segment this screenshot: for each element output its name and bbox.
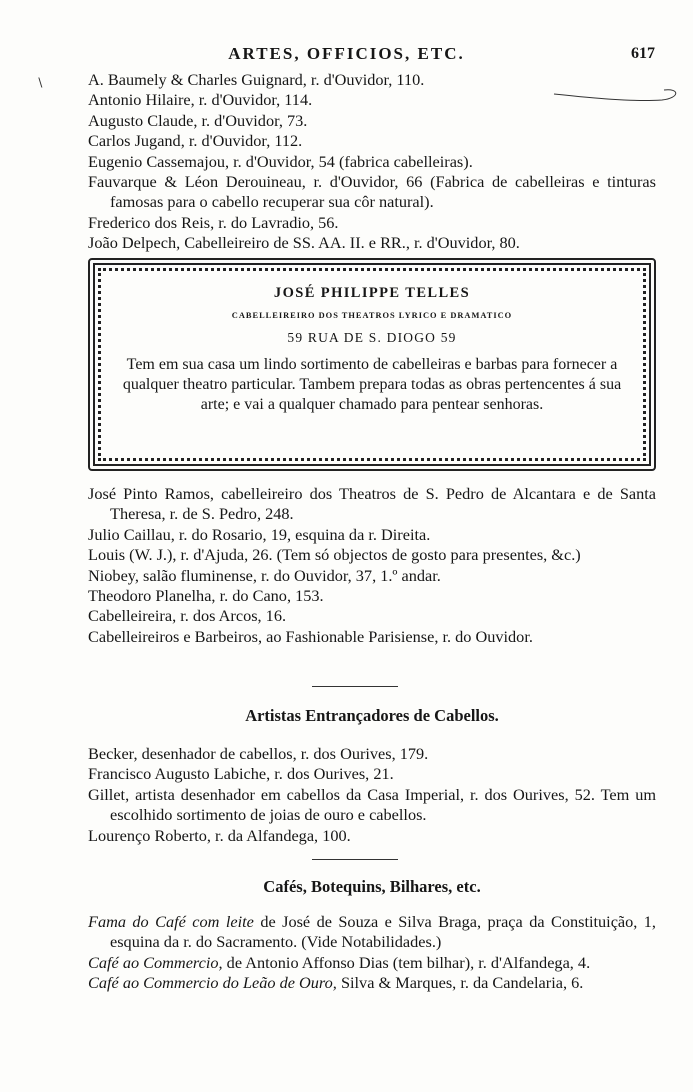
page-number: 617: [631, 45, 655, 62]
list-item: Eugenio Cassemajou, r. d'Ouvidor, 54 (fabrica cabelleiras).: [88, 151, 473, 171]
list-item: A. Baumely & Charles Guignard, r. d'Ouvidor, 110.: [88, 70, 425, 89]
advertisement-address: 59 RUA DE S. DIOGO 59: [287, 330, 457, 345]
margin-tick-mark: ∖: [36, 76, 44, 90]
list-item: José Pinto Ramos, cabelleireiro dos Theatros de S. Pedro de Alcantara e de Santa Theresa, r. de S. Pedro, 248.: [88, 484, 656, 524]
entries-mid-list: [88, 484, 656, 647]
list-item: Theodoro Planelha, r. do Cano, 153.: [88, 586, 324, 606]
list-item: Julio Caillau, r. do Rosario, 19, esquina da r. Direita.: [88, 524, 431, 544]
artists-list: [88, 744, 656, 846]
list-item: Frederico dos Reis, r. do Lavradio, 56.: [88, 212, 339, 232]
list-item: Francisco Augusto Labiche, r. dos Ourives, 21.: [88, 764, 394, 784]
list-item: Becker, desenhador de cabellos, r. dos Ourives, 179.: [88, 744, 429, 763]
list-item: Fauvarque & Léon Derouineau, r. d'Ouvidor, 66 (Fabrica de cabelleiras e tinturas famosas para o cabello recuperar sua côr natural).: [88, 172, 656, 212]
list-item: Cabelleireira, r. dos Arcos, 16.: [88, 606, 287, 626]
cafe-name: Fama do Café com leite: [88, 912, 254, 931]
section-heading-cafes: Cafés, Botequins, Bilhares, etc.: [263, 877, 481, 896]
entries-top-list: [88, 70, 656, 254]
advertisement-box: [88, 258, 656, 471]
section-divider: [312, 859, 398, 860]
list-item: Augusto Claude, r. d'Ouvidor, 73.: [88, 110, 308, 130]
cafes-list: [88, 912, 656, 994]
list-item: Antonio Hilaire, r. d'Ouvidor, 114.: [88, 90, 313, 110]
list-item: [88, 912, 656, 953]
list-item: [88, 953, 656, 973]
section-heading-artists: Artistas Entrançadores de Cabellos.: [245, 706, 499, 725]
cafe-details: de Antonio Affonso Dias (tem bilhar), r. d'Alfandega, 4.: [222, 952, 591, 972]
cafe-details: de José de Souza e Silva Braga, praça da Constituição, 1, esquina da r. do Sacramento. (Vide Notabilidades.): [110, 912, 657, 952]
cafe-details: Silva & Marques, r. da Candelaria, 6.: [336, 973, 584, 993]
running-header: [0, 44, 693, 66]
list-item: Carlos Jugand, r. d'Ouvidor, 112.: [88, 131, 303, 151]
cafe-name: Café ao Commercio do Leão de Ouro,: [88, 973, 337, 993]
list-item: João Delpech, Cabelleireiro de SS. AA. II. e RR., r. d'Ouvidor, 80.: [88, 233, 520, 253]
advertisement-text: Tem em sua casa um lindo sortimento de cabelleiras e barbas para fornecer a qualquer theatro particular. Tambem prepara todas as obras pertencentes á sua arte; e vai a qualquer chamado para pentear senhoras.: [122, 356, 622, 413]
list-item: Gillet, artista desenhador em cabellos da Casa Imperial, r. dos Ourives, 52. Tem um escolhido sortimento de joias de ouro e cabellos.: [88, 784, 656, 825]
list-item: Lourenço Roberto, r. da Alfandega, 100.: [88, 825, 351, 845]
list-item: Louis (W. J.), r. d'Ajuda, 26. (Tem só objectos de gosto para presentes, &c.): [88, 545, 581, 565]
list-item: Niobey, salão fluminense, r. do Ouvidor, 37, 1.º andar.: [88, 565, 441, 585]
section-divider: [312, 686, 398, 687]
list-item: [88, 973, 656, 993]
list-item: Cabelleireiros e Barbeiros, ao Fashionable Parisiense, r. do Ouvidor.: [88, 626, 533, 646]
advertisement-profession: CABELLEIREIRO DOS THEATROS LYRICO E DRAMATICO: [231, 311, 513, 320]
advertisement-name: JOSÉ PHILIPPE TELLES: [273, 285, 471, 301]
cafe-name: Café ao Commercio,: [88, 952, 223, 972]
running-title: ARTES, OFFICIOS, ETC.: [228, 44, 465, 63]
